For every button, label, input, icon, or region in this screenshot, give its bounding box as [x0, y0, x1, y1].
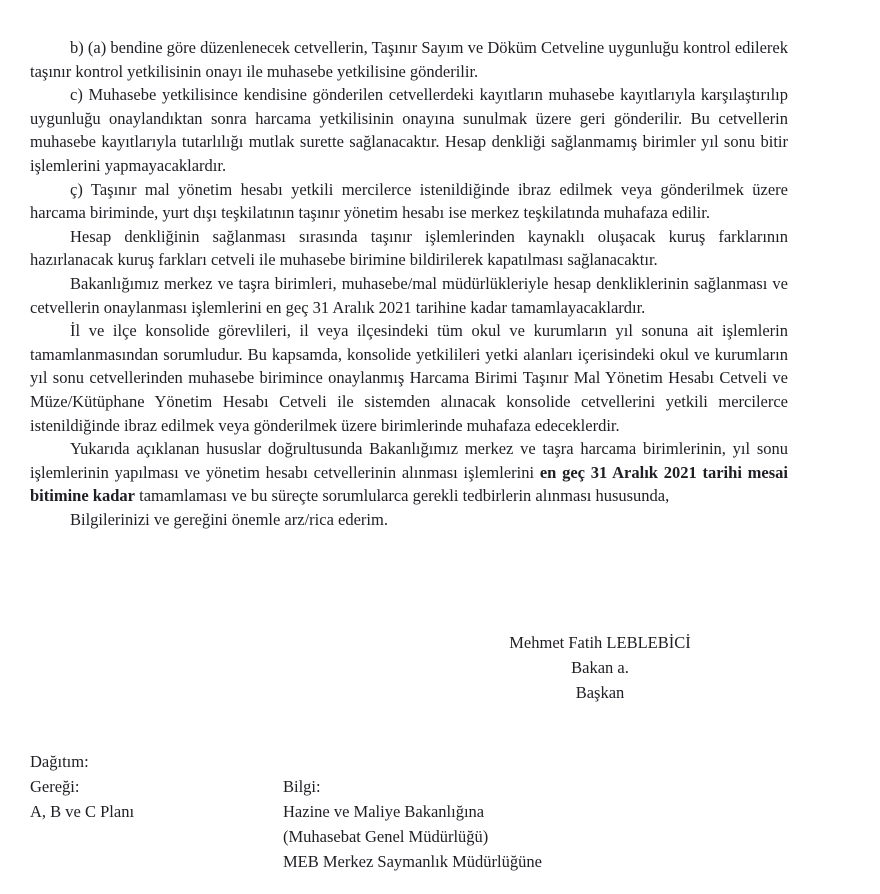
paragraph-c: c) Muhasebe yetkilisince kendisine gönderilen cetvellerdeki kayıtların muhasebe kayıtlarıyla karşılaştırılıp uygunluğu onaylandıktan sonra harcama yetkilisinin onayına sunulmak üzere geri gönderilir. Bu cetvellerin muhasebe kayıtlarıyla tutarlılığı mutlak surette sağlanacaktır. Hesap denkliği sağlanmamış birimler yıl sonu bitir işlemlerini yapmayacaklardır.	[30, 85, 788, 175]
distribution-left-column	[30, 749, 134, 824]
paragraph-il-ve-ilce: İl ve ilçe konsolide görevlileri, il veya ilçesindeki tüm okul ve kurumların yıl sonuna ait işlemlerin tamamlanmasından sorumludur. Bu kapsamda, konsolide yetkilileri yetki alanları içerisindeki okul ve kurumların yıl sonu cetvellerinden muhasebe birimince onaylanmış Harcama Birimi Taşınır Mal Yönetim Hesabı Cetveli ve Müze/Kütüphane Yönetim Hesabı Cetveli ile sistemden alınacak konsolide cetvellerini yetkili mercilerce istenildiğinde ibraz edilmek veya gönderilmek üzere birimlerinde muhafaza edeceklerdir.	[30, 321, 788, 435]
signature-title-bakan: Bakan a.	[571, 658, 629, 677]
paragraph-b: b) (a) bendine göre düzenlenecek cetvellerin, Taşınır Sayım ve Döküm Cetveline uygunluğu kontrol edilerek taşınır kontrol yetkilisinin onayı ile muhasebe yetkilisine gönderilir.	[30, 38, 788, 81]
distribution-right-column	[283, 774, 542, 874]
distribution-geregi-item: A, B ve C Planı	[30, 802, 135, 821]
paragraph-yukarida-pre: Yukarıda açıklanan hususlar doğrultusunda Bakanlığımız merkez ve taşra harcama birimlerinin, yıl sonu işlemlerinin yapılması ve yönetim hesabı cetvellerinin alınması işlemlerini	[30, 439, 788, 482]
distribution-bilgi-item: (Muhasebat Genel Müdürlüğü)	[283, 827, 489, 846]
paragraph-yukarida-deadline-bold: en geç 31 Aralık 2021 tarihi mesai bitimine kadar	[30, 462, 788, 506]
paragraph-closing: Bilgilerinizi ve gereğini önemle arz/rica ederim.	[70, 509, 388, 529]
distribution-bilgi-label: Bilgi:	[283, 777, 321, 796]
distribution-heading: Dağıtım:	[30, 752, 89, 771]
letter-body	[30, 36, 788, 531]
distribution-geregi-label: Gereği:	[30, 777, 80, 796]
signature-title-baskan: Başkan	[575, 683, 625, 702]
paragraph-yukarida-post: tamamlaması ve bu süreçte sorumlularca gerekli tedbirlerin alınması hususunda,	[134, 486, 670, 506]
distribution-bilgi-item: Hazine ve Maliye Bakanlığına	[283, 802, 485, 821]
signature-name: Mehmet Fatih LEBLEBİCİ	[509, 633, 691, 652]
distribution-bilgi-item: MEB Merkez Saymanlık Müdürlüğüne	[283, 852, 542, 871]
paragraph-bakanligimiz: Bakanlığımız merkez ve taşra birimleri, muhasebe/mal müdürlükleriyle hesap denkliklerinin sağlanması ve cetvellerin onaylanması işlemlerini en geç 31 Aralık 2021 tarihine kadar tamamlayacaklardır.	[30, 273, 788, 317]
paragraph-yukarida	[30, 437, 788, 508]
signature-block	[455, 630, 745, 705]
paragraph-hesap-denkligi: Hesap denkliğinin sağlanması sırasında taşınır işlemlerinden kaynaklı oluşacak kuruş farklarının hazırlanacak kuruş farkları cetveli ile muhasebe birimine bildirilerek kapatılması sağlanacaktır.	[30, 226, 788, 270]
paragraph-cedilla-c: ç) Taşınır mal yönetim hesabı yetkili mercilerce istenildiğinde ibraz edilmek veya gönderilmek üzere harcama biriminde, yurt dışı teşkilatının taşınır yönetim hesabı ise merkez teşkilatında muhafaza edilir.	[30, 179, 788, 223]
